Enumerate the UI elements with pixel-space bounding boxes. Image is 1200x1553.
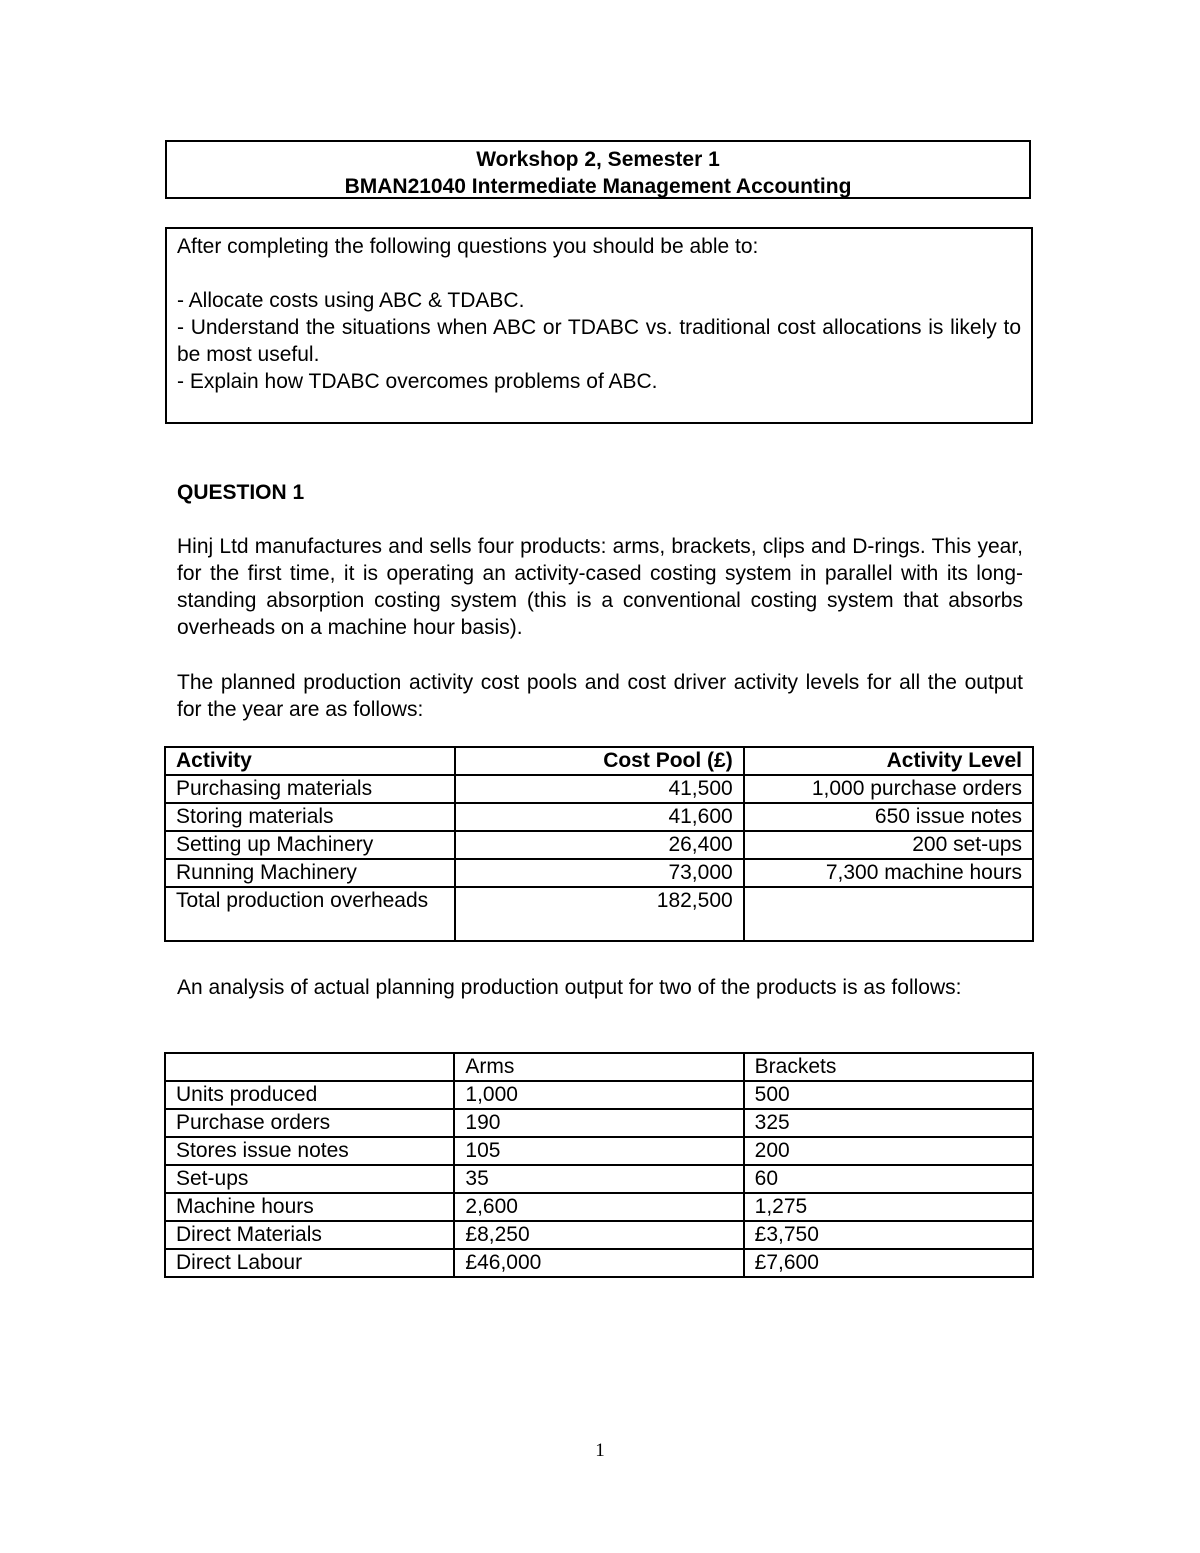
table-header-row	[165, 747, 1033, 775]
table-cell: 41,500	[455, 775, 744, 803]
table-row	[165, 1109, 1033, 1137]
table-cell	[744, 887, 1033, 941]
table-row	[165, 1137, 1033, 1165]
table-row	[165, 775, 1033, 803]
activity-cost-table	[164, 746, 1034, 942]
table-row	[165, 831, 1033, 859]
page-number: 1	[595, 1440, 605, 1461]
table-cell: 73,000	[455, 859, 744, 887]
learning-objectives-box	[165, 227, 1033, 424]
table-cell: 60	[744, 1165, 1033, 1193]
table-row	[165, 859, 1033, 887]
table-row	[165, 1081, 1033, 1109]
table-cell: 41,600	[455, 803, 744, 831]
table-row	[165, 1165, 1033, 1193]
table-cell: 7,300 machine hours	[744, 859, 1033, 887]
table-cell: 35	[454, 1165, 743, 1193]
table-cell: Machine hours	[165, 1193, 454, 1221]
table-cell: Running Machinery	[165, 859, 455, 887]
table-cell: 1,000 purchase orders	[744, 775, 1033, 803]
table-cell: £8,250	[454, 1221, 743, 1249]
objective-item: - Explain how TDABC overcomes problems of ABC.	[177, 370, 658, 393]
table-row	[165, 1221, 1033, 1249]
table-cell: £7,600	[744, 1249, 1033, 1277]
table-cell: Stores issue notes	[165, 1137, 454, 1165]
question-paragraph: Hinj Ltd manufactures and sells four products: arms, brackets, clips and D-rings. This year, for the first time, it is operating an activity-cased costing system in parallel with its long-standing absorption costing system (this is a conventional costing system that absorbs overheads on a machine hour basis).	[177, 535, 1023, 639]
table-row	[165, 1249, 1033, 1277]
table-cell: Set-ups	[165, 1165, 454, 1193]
table-header-cell: Brackets	[744, 1053, 1033, 1081]
table-header-cell: Cost Pool (£)	[455, 747, 744, 775]
table-cell: 26,400	[455, 831, 744, 859]
objective-item: - Understand the situations when ABC or TDABC vs. traditional cost allocations is likely to be most useful.	[177, 316, 1021, 366]
table-cell: Storing materials	[165, 803, 455, 831]
question-heading: QUESTION 1	[177, 481, 305, 504]
table-cell: 200	[744, 1137, 1033, 1165]
product-analysis-table	[164, 1052, 1034, 1278]
title-box	[165, 140, 1031, 199]
table-row	[165, 887, 1033, 941]
table-cell: 500	[744, 1081, 1033, 1109]
question-paragraph: The planned production activity cost pools and cost driver activity levels for all the output for the year are as follows:	[177, 671, 1023, 721]
table-cell: 1,275	[744, 1193, 1033, 1221]
table-cell: 190	[454, 1109, 743, 1137]
table-header-cell: Activity Level	[744, 747, 1033, 775]
table-cell: Direct Materials	[165, 1221, 454, 1249]
table-cell: 2,600	[454, 1193, 743, 1221]
table-row	[165, 803, 1033, 831]
workshop-title: Workshop 2, Semester 1	[476, 148, 720, 171]
table-row	[165, 1193, 1033, 1221]
table-cell: Units produced	[165, 1081, 454, 1109]
table-cell: 200 set-ups	[744, 831, 1033, 859]
table-cell: 650 issue notes	[744, 803, 1033, 831]
table-cell: Direct Labour	[165, 1249, 454, 1277]
question-paragraph: An analysis of actual planning production output for two of the products is as follows:	[177, 976, 962, 999]
table-cell: 182,500	[455, 887, 744, 941]
table-cell: £3,750	[744, 1221, 1033, 1249]
table-header-cell	[165, 1053, 454, 1081]
table-header-row	[165, 1053, 1033, 1081]
table-cell: 325	[744, 1109, 1033, 1137]
table-cell: 1,000	[454, 1081, 743, 1109]
objectives-intro: After completing the following questions you should be able to:	[177, 235, 759, 258]
table-cell: Total production overheads	[165, 887, 455, 941]
table-cell: Purchasing materials	[165, 775, 455, 803]
course-title: BMAN21040 Intermediate Management Accounting	[344, 175, 852, 198]
table-cell: Setting up Machinery	[165, 831, 455, 859]
table-header-cell: Activity	[165, 747, 455, 775]
table-header-cell: Arms	[454, 1053, 743, 1081]
table-cell: 105	[454, 1137, 743, 1165]
table-cell: £46,000	[454, 1249, 743, 1277]
table-cell: Purchase orders	[165, 1109, 454, 1137]
objective-item: - Allocate costs using ABC & TDABC.	[177, 289, 525, 312]
